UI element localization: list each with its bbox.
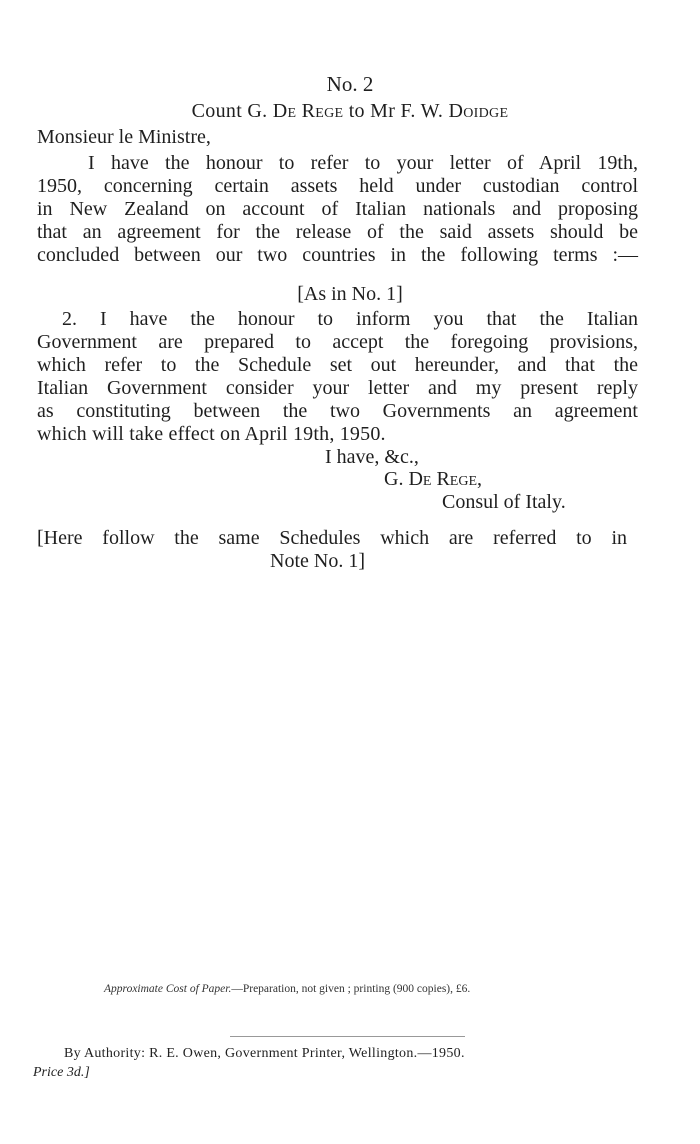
cost-note-text: —Preparation, not given ; printing (900 copies), £6. (231, 983, 471, 995)
salutation: Monsieur le Ministre, (37, 126, 211, 148)
signature (384, 468, 482, 491)
paragraph-line: concluded between our two countries in the following terms :— (37, 244, 638, 266)
paragraph-line: which will take effect on April 19th, 1950. (37, 423, 386, 445)
insert-note: [As in No. 1] (297, 283, 403, 305)
signature-name: De Rege, (408, 468, 483, 490)
paragraph-line: which refer to the Schedule set out hereunder, and that the (37, 354, 638, 376)
schedule-note-line: Note No. 1] (270, 550, 365, 572)
schedule-note-line: [Here follow the same Schedules which are referred to in (37, 527, 627, 549)
paragraph-line: Italian Government consider your letter and my present reply (37, 377, 638, 399)
price-line: Price 3d.] (33, 1065, 90, 1080)
signature-prefix: G. (384, 468, 404, 490)
note-heading (0, 100, 700, 123)
paragraph-line: in New Zealand on account of Italian nationals and proposing (37, 198, 638, 220)
paragraph-line: I have the honour to refer to your letter of April 19th, (88, 152, 638, 174)
paragraph-line: that an agreement for the release of the said assets should be (37, 221, 638, 243)
to-word: to (348, 100, 365, 122)
recipient-name: Doidge (448, 100, 509, 122)
closing-phrase: I have, &c., (325, 446, 419, 468)
footer-divider (230, 1036, 465, 1037)
authority-line: By Authority: R. E. Owen, Government Printer, Wellington.—1950. (64, 1046, 465, 1061)
paragraph-line: 1950, concerning certain assets held under custodian control (37, 175, 638, 197)
sender-name: De Rege (272, 100, 344, 122)
note-number: No. 2 (326, 72, 374, 96)
paragraph-line: Government are prepared to accept the foregoing provisions, (37, 331, 638, 353)
cost-note (104, 983, 470, 995)
signatory-title: Consul of Italy. (442, 491, 566, 513)
sender-prefix: Count G. (191, 100, 268, 122)
paragraph-line: as constituting between the two Governments an agreement (37, 400, 638, 422)
cost-note-label: Approximate Cost of Paper. (104, 983, 232, 995)
recipient-prefix: Mr F. W. (370, 100, 444, 122)
paragraph-line: 2. I have the honour to inform you that the Italian (62, 308, 638, 330)
